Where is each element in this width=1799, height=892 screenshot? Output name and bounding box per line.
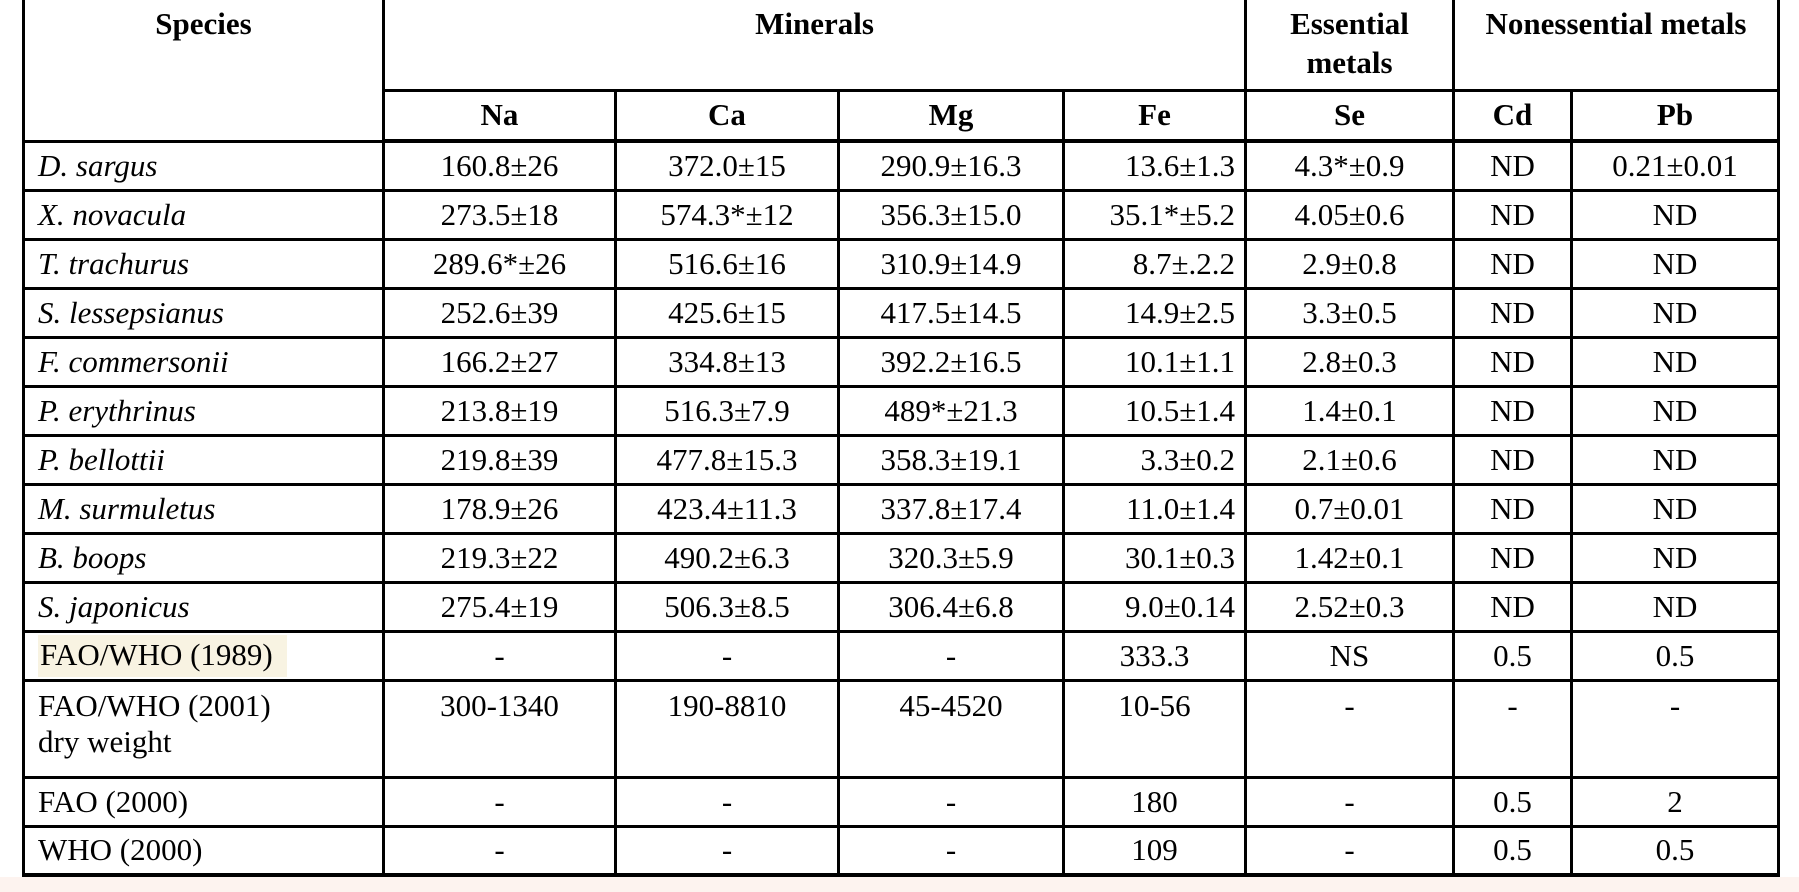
table-row [24,239,1779,288]
table-row [24,190,1779,239]
pb-value-cell: 0.21±0.01 [1572,141,1779,190]
ca-value-cell: 477.8±15.3 [616,435,839,484]
se-value-cell: 0.7±0.01 [1246,484,1454,533]
na-value-cell: - [384,826,616,875]
fe-value-cell: 8.7±.2.2 [1064,239,1246,288]
fe-value-cell: 14.9±2.5 [1064,288,1246,337]
species-label: P. erythrinus [38,392,196,428]
species-cell [24,141,384,190]
se-value-cell: - [1246,777,1454,826]
fe-value-cell: 10.5±1.4 [1064,386,1246,435]
species-label: F. commersonii [38,343,229,379]
cd-value-cell: ND [1454,239,1572,288]
pb-value-cell: ND [1572,337,1779,386]
ca-value-cell: 516.6±16 [616,239,839,288]
minerals-table-wrap [22,0,1780,878]
ca-value-cell: - [616,631,839,680]
cd-value-cell: ND [1454,288,1572,337]
ca-value-cell: 190-8810 [616,680,839,777]
pb-value-cell: ND [1572,288,1779,337]
header-nonessential-metals: Nonessential metals [1454,0,1779,90]
species-cell [24,484,384,533]
pb-value-cell: ND [1572,435,1779,484]
species-label: D. sargus [38,147,158,183]
na-value-cell: 219.3±22 [384,533,616,582]
mg-value-cell: 417.5±14.5 [839,288,1064,337]
pb-value-cell: ND [1572,484,1779,533]
species-cell [24,337,384,386]
species-label: M. surmuletus [38,490,216,526]
mg-value-cell: 356.3±15.0 [839,190,1064,239]
ca-value-cell: - [616,777,839,826]
header-group-row [24,0,1779,90]
na-value-cell: 166.2±27 [384,337,616,386]
column-header-pb: Pb [1572,90,1779,141]
mg-value-cell: 489*±21.3 [839,386,1064,435]
species-label: FAO/WHO (2001) [38,687,271,723]
fe-value-cell: 11.0±1.4 [1064,484,1246,533]
species-cell [24,777,384,826]
species-cell [24,631,384,680]
na-value-cell: 273.5±18 [384,190,616,239]
ca-value-cell: 506.3±8.5 [616,582,839,631]
pb-value-cell: 0.5 [1572,631,1779,680]
column-header-se: Se [1246,90,1454,141]
table-row [24,826,1779,875]
cd-value-cell: ND [1454,484,1572,533]
species-label: B. boops [38,539,147,575]
fe-value-cell: 30.1±0.3 [1064,533,1246,582]
species-cell [24,435,384,484]
ca-value-cell: 516.3±7.9 [616,386,839,435]
mg-value-cell: 320.3±5.9 [839,533,1064,582]
mg-value-cell: - [839,631,1064,680]
cd-value-cell: ND [1454,141,1572,190]
column-header-na: Na [384,90,616,141]
header-species: Species [24,0,384,141]
fe-value-cell: 35.1*±5.2 [1064,190,1246,239]
table-header [24,0,1779,141]
column-header-fe: Fe [1064,90,1246,141]
pb-value-cell: - [1572,680,1779,777]
fe-value-cell: 180 [1064,777,1246,826]
mg-value-cell: 337.8±17.4 [839,484,1064,533]
species-label: WHO (2000) [38,832,203,867]
se-value-cell: 4.05±0.6 [1246,190,1454,239]
ca-value-cell: 490.2±6.3 [616,533,839,582]
species-label: T. trachurus [38,245,190,281]
table-row [24,386,1779,435]
species-label: FAO (2000) [38,783,189,819]
cd-value-cell: ND [1454,582,1572,631]
species-cell [24,826,384,875]
table-row [24,582,1779,631]
na-value-cell: - [384,631,616,680]
table-row [24,680,1779,777]
se-value-cell: 2.9±0.8 [1246,239,1454,288]
species-label: FAO/WHO (1989) [38,635,287,677]
table-row [24,288,1779,337]
mg-value-cell: 45-4520 [839,680,1064,777]
se-value-cell: - [1246,680,1454,777]
ca-value-cell: 574.3*±12 [616,190,839,239]
mg-value-cell: - [839,777,1064,826]
fe-value-cell: 10-56 [1064,680,1246,777]
fe-value-cell: 109 [1064,826,1246,875]
ca-value-cell: 425.6±15 [616,288,839,337]
mg-value-cell: 290.9±16.3 [839,141,1064,190]
fe-value-cell: 3.3±0.2 [1064,435,1246,484]
table-row [24,777,1779,826]
cd-value-cell: ND [1454,190,1572,239]
cd-value-cell: 0.5 [1454,826,1572,875]
se-value-cell: 1.42±0.1 [1246,533,1454,582]
header-minerals: Minerals [384,0,1246,90]
pb-value-cell: ND [1572,190,1779,239]
species-label: X. novacula [38,196,187,232]
se-value-cell: 2.1±0.6 [1246,435,1454,484]
na-value-cell: 178.9±26 [384,484,616,533]
fe-value-cell: 333.3 [1064,631,1246,680]
mg-value-cell: - [839,826,1064,875]
na-value-cell: - [384,777,616,826]
ca-value-cell: 423.4±11.3 [616,484,839,533]
mg-value-cell: 358.3±19.1 [839,435,1064,484]
se-value-cell: - [1246,826,1454,875]
fe-value-cell: 10.1±1.1 [1064,337,1246,386]
pb-value-cell: 0.5 [1572,826,1779,875]
species-label-line2: dry weight [38,723,172,759]
na-value-cell: 289.6*±26 [384,239,616,288]
species-label: S. lessepsianus [38,294,224,330]
table-row [24,141,1779,190]
column-header-ca: Ca [616,90,839,141]
fe-value-cell: 9.0±0.14 [1064,582,1246,631]
cd-value-cell: ND [1454,533,1572,582]
mg-value-cell: 392.2±16.5 [839,337,1064,386]
pb-value-cell: ND [1572,239,1779,288]
minerals-table [22,0,1780,878]
column-header-cd: Cd [1454,90,1572,141]
ca-value-cell: 334.8±13 [616,337,839,386]
table-row [24,484,1779,533]
se-value-cell: 2.52±0.3 [1246,582,1454,631]
se-value-cell: 1.4±0.1 [1246,386,1454,435]
table-row [24,435,1779,484]
na-value-cell: 252.6±39 [384,288,616,337]
pb-value-cell: ND [1572,582,1779,631]
cd-value-cell: ND [1454,337,1572,386]
table-row [24,337,1779,386]
species-cell [24,190,384,239]
mg-value-cell: 306.4±6.8 [839,582,1064,631]
cd-value-cell: 0.5 [1454,777,1572,826]
na-value-cell: 213.8±19 [384,386,616,435]
species-cell [24,239,384,288]
species-cell [24,386,384,435]
species-cell [24,533,384,582]
species-cell [24,582,384,631]
cd-value-cell: ND [1454,435,1572,484]
cd-value-cell: 0.5 [1454,631,1572,680]
se-value-cell: NS [1246,631,1454,680]
cd-value-cell: ND [1454,386,1572,435]
species-label: S. japonicus [38,588,190,624]
se-value-cell: 2.8±0.3 [1246,337,1454,386]
na-value-cell: 160.8±26 [384,141,616,190]
fe-value-cell: 13.6±1.3 [1064,141,1246,190]
se-value-cell: 4.3*±0.9 [1246,141,1454,190]
na-value-cell: 219.8±39 [384,435,616,484]
table-row [24,631,1779,680]
table-row [24,533,1779,582]
species-label: P. bellottii [38,441,165,477]
se-value-cell: 3.3±0.5 [1246,288,1454,337]
pb-value-cell: ND [1572,533,1779,582]
column-header-mg: Mg [839,90,1064,141]
pb-value-cell: 2 [1572,777,1779,826]
cd-value-cell: - [1454,680,1572,777]
na-value-cell: 300-1340 [384,680,616,777]
species-cell [24,288,384,337]
ca-value-cell: - [616,826,839,875]
pb-value-cell: ND [1572,386,1779,435]
mg-value-cell: 310.9±14.9 [839,239,1064,288]
na-value-cell: 275.4±19 [384,582,616,631]
page-bottom-margin [0,877,1799,892]
header-essential-metals: Essential metals [1246,0,1454,90]
ca-value-cell: 372.0±15 [616,141,839,190]
species-cell [24,680,384,777]
table-body [24,141,1779,875]
